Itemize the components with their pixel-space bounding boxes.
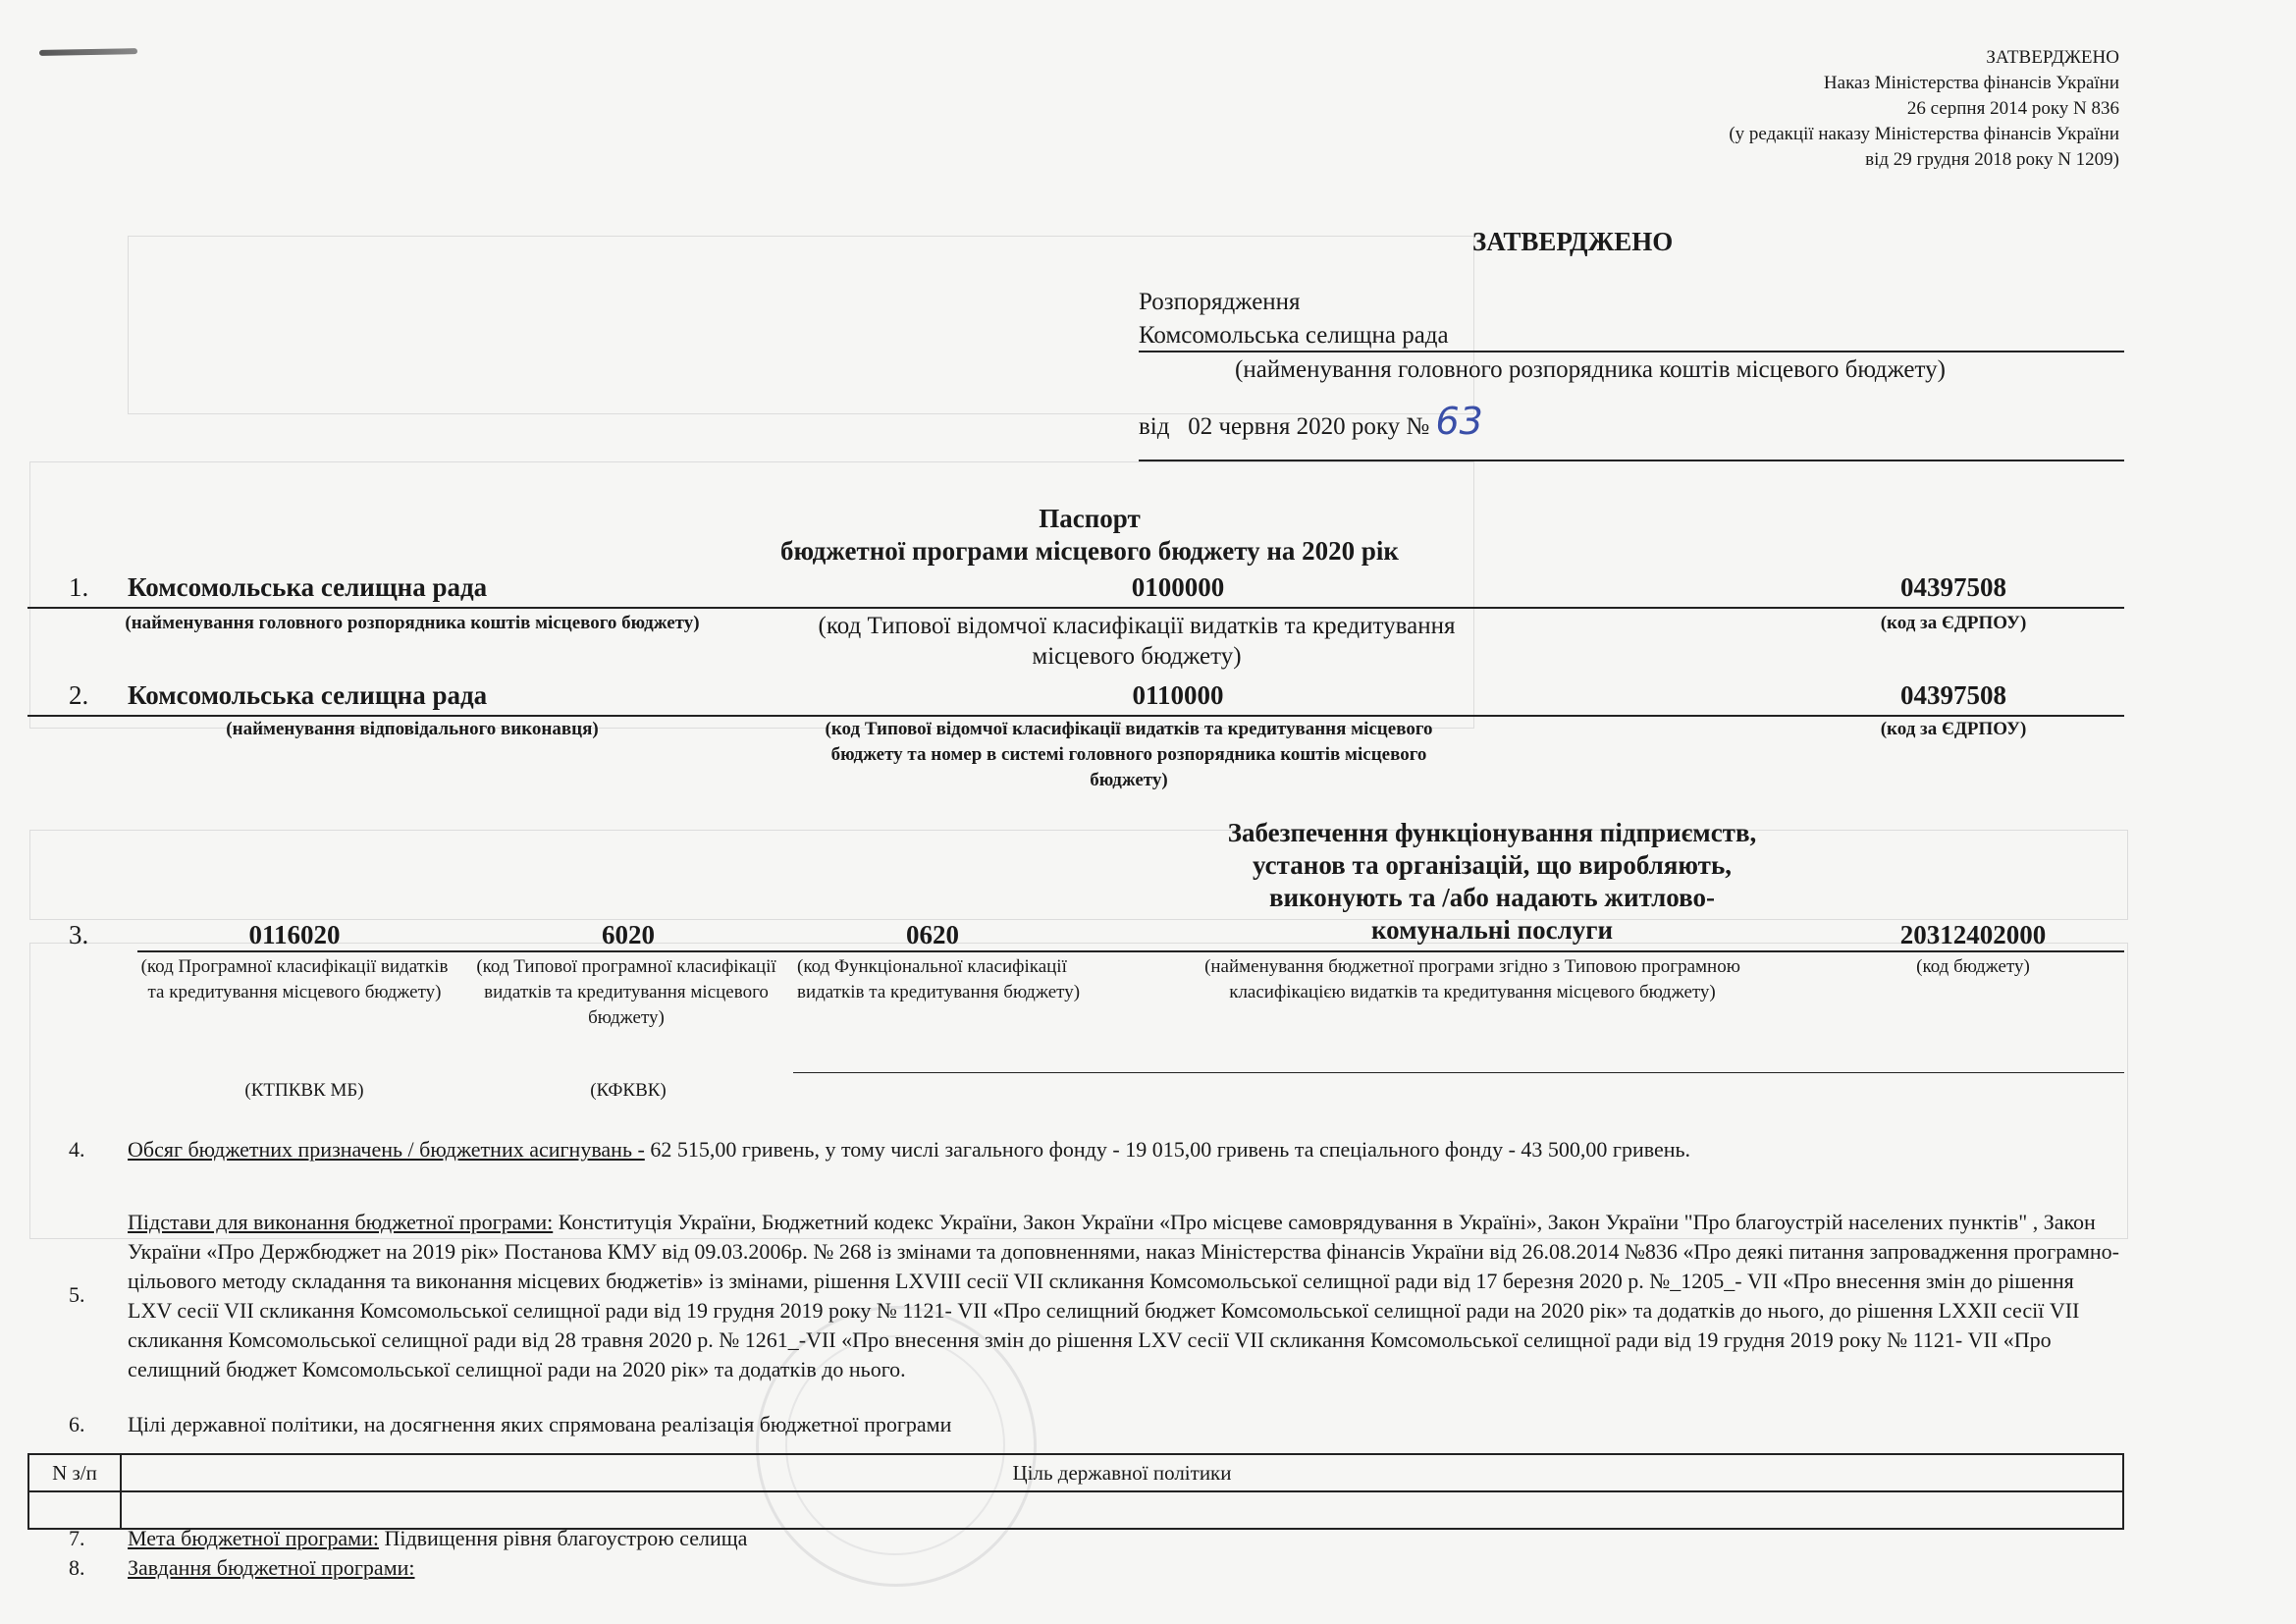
pen-mark: [39, 48, 137, 56]
row2-edrpou: 04397508: [1900, 680, 2006, 710]
item8-label: Завдання бюджетної програми:: [128, 1555, 415, 1580]
approval-line: від 29 грудня 2018 року N 1209): [1865, 149, 2119, 170]
row3-num: 3.: [69, 920, 89, 949]
approval-doc-type: Розпорядження: [1139, 289, 1301, 315]
row2-num: 2.: [69, 680, 89, 710]
row3-cap-name: (найменування бюджетної програми згідно з Типовою програмною класифікацією видатків та кредитування місцевого бюджету): [1204, 956, 1740, 1002]
divider: [137, 950, 2124, 952]
divider: [27, 607, 2124, 609]
item5-value: Конституція України, Бюджетний кодекс України, Закон України «Про місцеве самоврядування в Україні», Закон України "Про благоустрій населених пунктів" , Закон України «Про Держбюджет на 2019 рік» Постанова КМУ від 09.03.2006р. № 268 із змінами та доповненнями, наказ Міністерства фінансів України від 26.08.2014 №836 «Про деякі питання запровадження програмно-цільового методу складання та виконання місцевих бюджетів» із змінами, рішення LXVIII сесії VII скликання Комсомольської селищної ради від 17 березня 2020 р. №_1205_- VII «Про внесення змін до рішення LXV сесії VII скликання Комсомольської селищної ради від 19 грудня 2019 року № 1121- VII «Про селищний бюджет Комсомольської селищної ради на 2020 рік» та додатків до нього, до рішення LXXII сесії VII скликання Комсомольської селищної ради від 28 травня 2020 р. № 1261_-VII «Про внесення змін до рішення LXV сесії VII скликання Комсомольської селищної ради від 19 грудня 2019 року № 1121- VII «Про селищний бюджет Комсомольської селищної ради на 2020 рік» та додатків до нього.: [128, 1210, 2119, 1381]
item7-label: Мета бюджетної програми:: [128, 1526, 379, 1550]
row3-abbr-fkvk: (КФКВК): [590, 1080, 667, 1101]
approval-title: ЗАТВЕРДЖЕНО: [1472, 227, 1674, 256]
item6-num: 6.: [69, 1412, 85, 1436]
ghost-table: [29, 830, 2128, 920]
item4-num: 4.: [69, 1137, 85, 1162]
row3-cap-tpkvk: (код Типової програмної класифікації видатків та кредитування місцевого бюджету): [476, 956, 776, 1028]
heading-line: Паспорт: [1039, 504, 1141, 533]
row1-name: Комсомольська селищна рада: [128, 572, 488, 602]
row1-cap-code: (код Типової відомчої класифікації видатків та кредитування місцевого бюджету): [818, 613, 1456, 670]
passport-title: [687, 503, 1492, 568]
divider: [1139, 351, 2124, 352]
row3-ktpkvk: 0116020: [248, 920, 341, 949]
heading-line: бюджетної програми місцевого бюджету на 2020 рік: [780, 536, 1399, 566]
approval-date: 02 червня 2020 року №: [1188, 413, 1430, 440]
item4-value: 62 515,00 гривень, у тому числі загального фонду - 19 015,00 гривень та спеціального фонду - 43 500,00 гривень.: [644, 1137, 1691, 1162]
approval-line: 26 серпня 2014 року N 836: [1906, 98, 2119, 119]
row3-budget-code: 20312402000: [1899, 920, 2047, 949]
approval-date-row: [1139, 400, 1483, 443]
date-prefix: від: [1139, 413, 1170, 440]
item7-num: 7.: [69, 1526, 85, 1550]
table-header-row: [28, 1454, 2123, 1491]
program-name: Забезпечення функціонування підприємств, установ та організацій, що виробляють, виконують та /або надають житлово-комунальні послуги: [1227, 818, 1757, 945]
policy-goals-table: [27, 1453, 2124, 1530]
row3-tpkvk: 6020: [602, 920, 655, 949]
item8-num: 8.: [69, 1555, 85, 1580]
row3-cap-fkvk: (код Функціональної класифікації видатків та кредитування бюджету): [797, 956, 1081, 1002]
approval-org-caption: (найменування головного розпорядника коштів місцевого бюджету): [1235, 356, 1946, 383]
item5-label: Підстави для виконання бюджетної програми:: [128, 1210, 554, 1234]
approval-org: Комсомольська селищна рада: [1139, 322, 1449, 349]
divider: [1139, 460, 2124, 461]
item5-num: 5.: [69, 1282, 85, 1307]
row2-cap-edrpou: (код за ЄДРПОУ): [1880, 719, 2027, 739]
row1-code: 0100000: [1131, 572, 1225, 602]
table-header-cell: Ціль державної політики: [121, 1454, 2123, 1491]
approval-line: ЗАТВЕРДЖЕНО: [1986, 47, 2119, 68]
row3-cap-ktpkvk: (код Програмної класифікації видатків та кредитування місцевого бюджету): [140, 956, 449, 1002]
row2-cap-code: (код Типової відомчої класифікації видатків та кредитування місцевого бюджету та номер в системі головного розпорядника коштів місцевого бюджету): [825, 719, 1433, 790]
row1-edrpou: 04397508: [1900, 572, 2006, 602]
item4-text: [128, 1135, 2120, 1164]
row2-name: Комсомольська селищна рада: [128, 680, 488, 710]
item6-text: Цілі державної політики, на досягнення яких спрямована реалізація бюджетної програми: [128, 1412, 952, 1436]
approval-line: (у редакції наказу Міністерства фінансів України: [1729, 124, 2119, 144]
item4-label: Обсяг бюджетних призначень / бюджетних асигнувань -: [128, 1137, 645, 1162]
approval-line: Наказ Міністерства фінансів України: [1823, 73, 2119, 93]
row3-fkvk: 0620: [906, 920, 959, 949]
item7-value: Підвищення рівня благоустрою селища: [378, 1526, 748, 1550]
item7-text: [128, 1524, 747, 1553]
row1-cap-name: (найменування головного розпорядника коштів місцевого бюджету): [125, 613, 700, 633]
row3-cap-budget: (код бюджету): [1916, 956, 2030, 977]
handwritten-number: 63: [1435, 400, 1483, 443]
divider: [793, 1072, 2124, 1073]
row1-cap-edrpou: (код за ЄДРПОУ): [1880, 613, 2027, 633]
approval-top: [1432, 45, 2119, 173]
row2-cap-name: (найменування відповідального виконавця): [226, 719, 599, 739]
table-header-cell: N з/п: [28, 1454, 121, 1491]
row2-code: 0110000: [1132, 680, 1224, 710]
row1-num: 1.: [69, 572, 89, 602]
row3-abbr-ktpkvk: (КТПКВК МБ): [244, 1080, 364, 1101]
item5-text: [128, 1208, 2120, 1384]
